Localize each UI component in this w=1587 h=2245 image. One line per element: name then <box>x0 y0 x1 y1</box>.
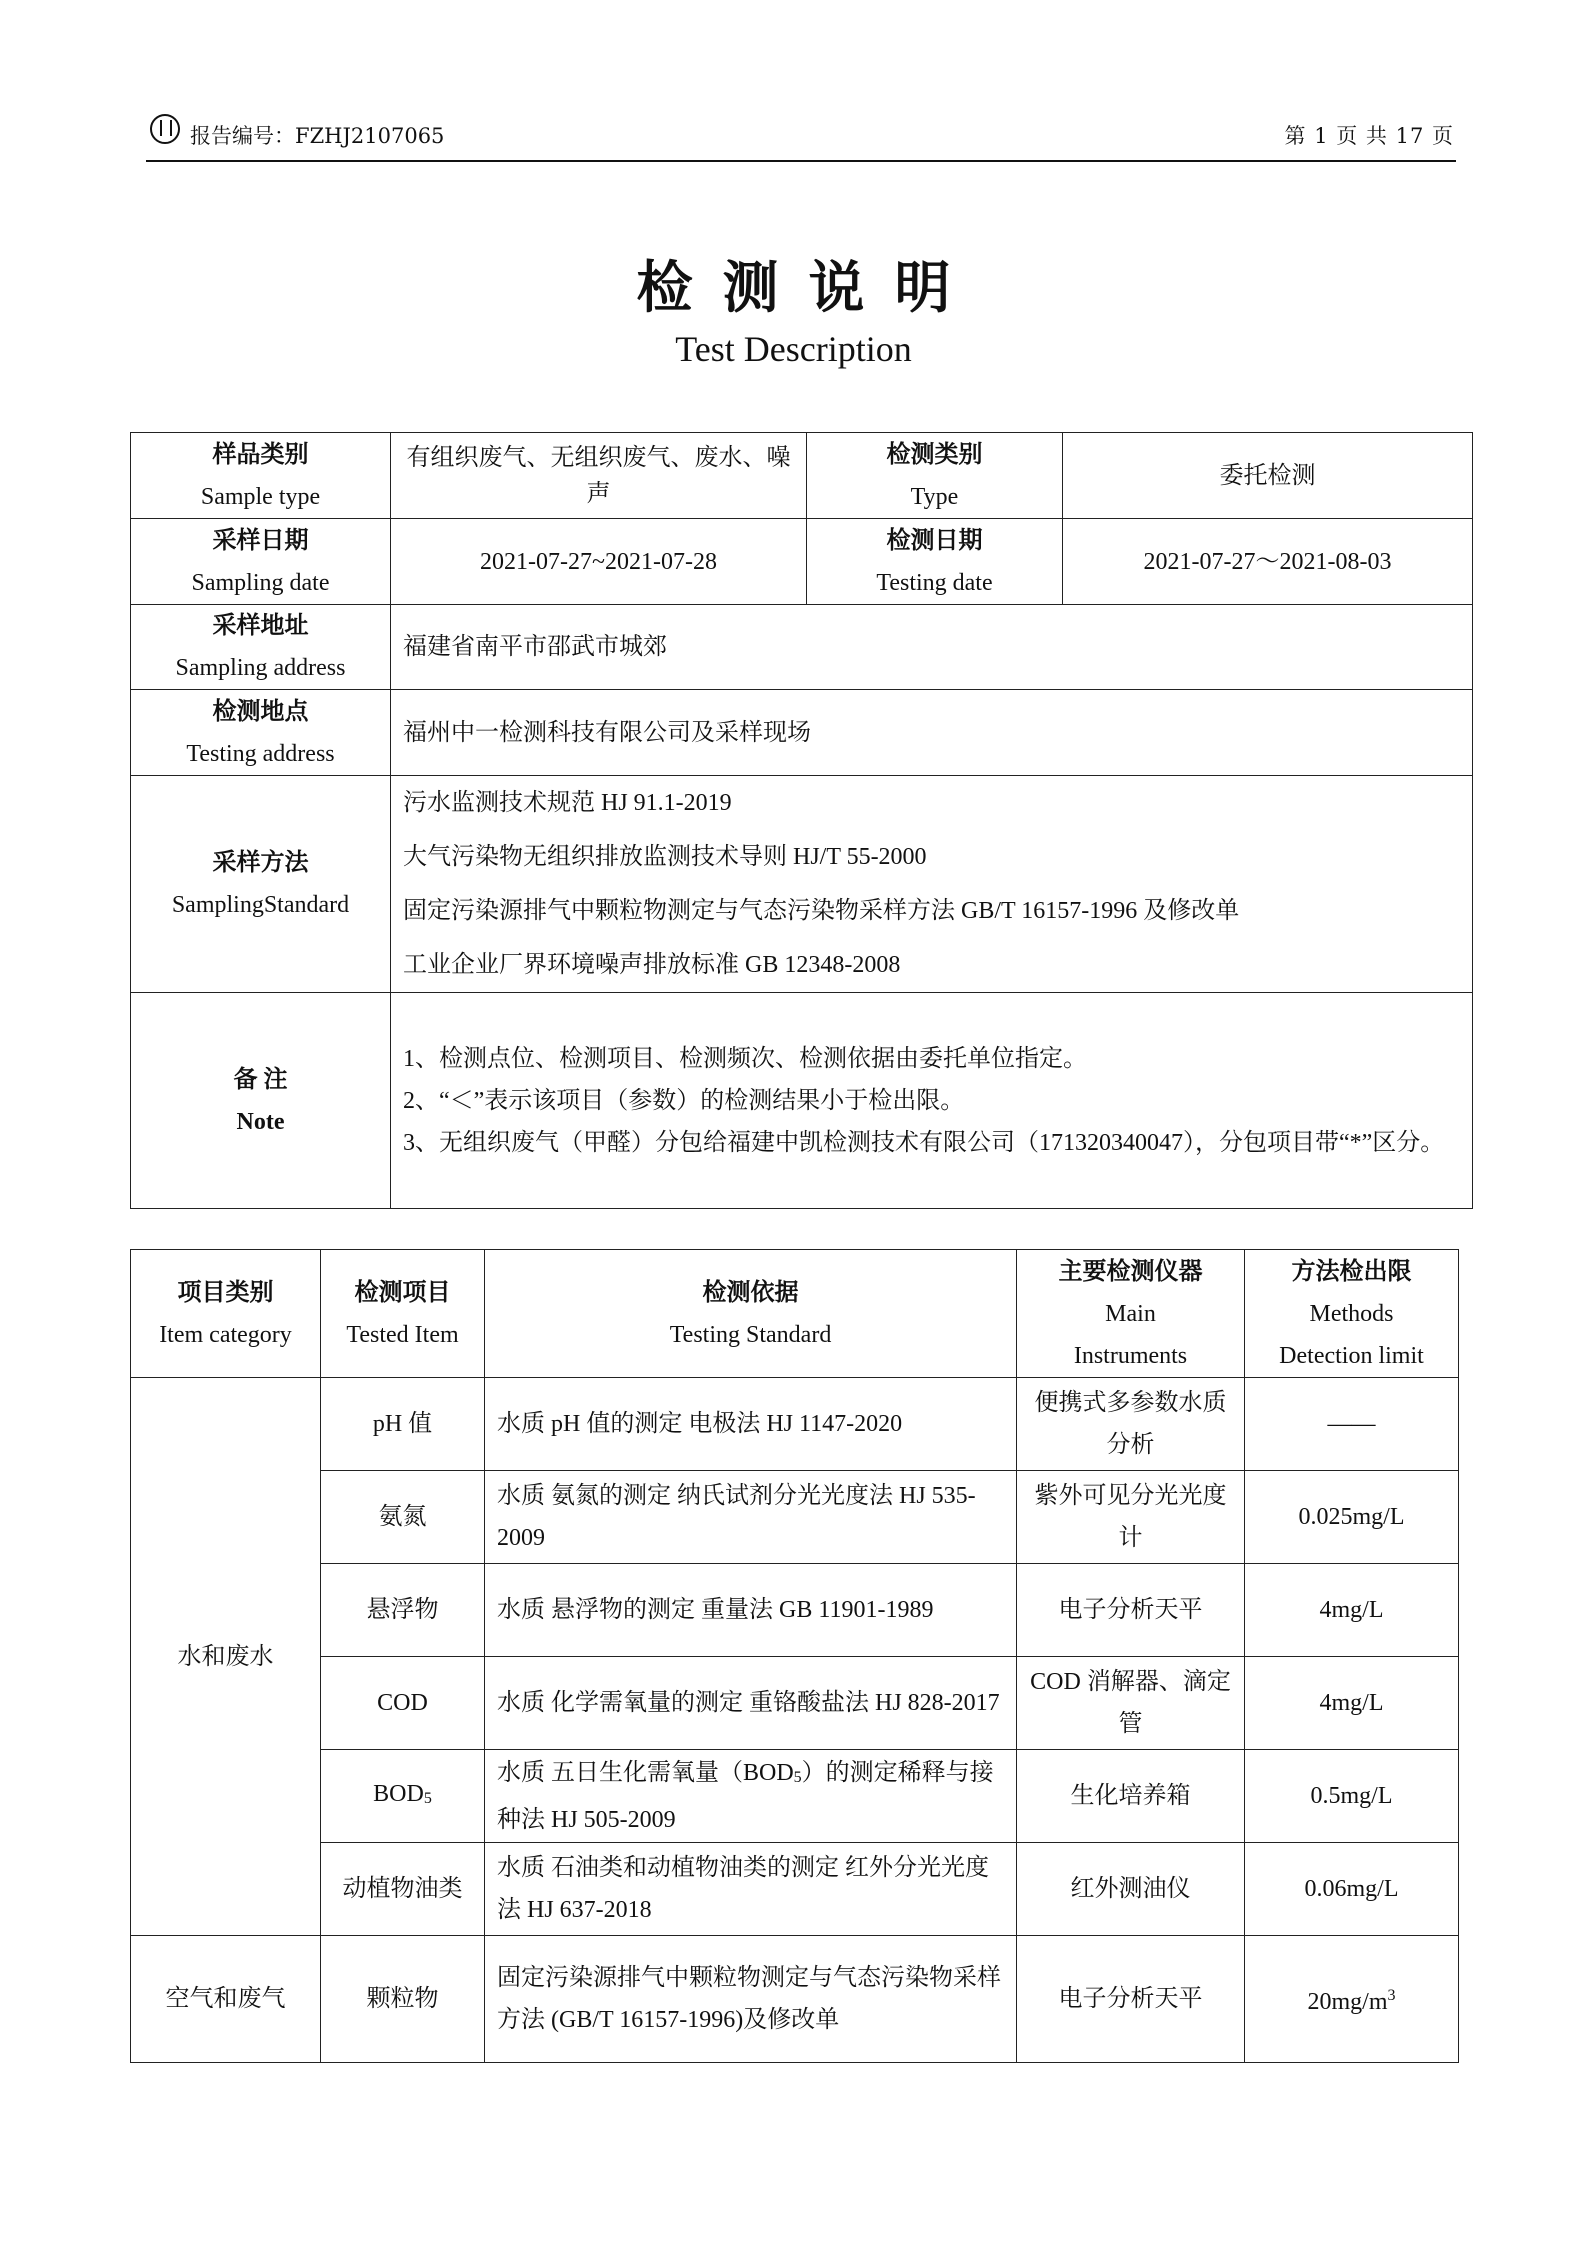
item-cell: COD <box>321 1657 485 1750</box>
header-limit: 方法检出限 Methods Detection limit <box>1245 1250 1459 1378</box>
note-label: 备 注 Note <box>131 993 391 1209</box>
standard-cell: 水质 pH 值的测定 电极法 HJ 1147-2020 <box>485 1378 1017 1471</box>
standard-cell: 水质 石油类和动植物油类的测定 红外分光光度法 HJ 637-2018 <box>485 1843 1017 1936</box>
table-row <box>131 1378 1459 1471</box>
type-label: 检测类别 Type <box>807 433 1063 519</box>
limit-cell: 4mg/L <box>1245 1564 1459 1657</box>
testing-address-value: 福州中一检测科技有限公司及采样现场 <box>391 690 1473 776</box>
standard-cell: 水质 五日生化需氧量（BOD5）的测定稀释与接种法 HJ 505-2009 <box>485 1750 1017 1843</box>
limit-cell: 0.025mg/L <box>1245 1471 1459 1564</box>
list-item: 大气污染物无组织排放监测技术导则 HJ/T 55-2000 <box>403 844 927 870</box>
instrument-cell: 电子分析天平 <box>1017 1936 1245 2063</box>
table-row <box>131 993 1473 1209</box>
table-row <box>131 1843 1459 1936</box>
info-table <box>130 432 1473 1209</box>
table-row <box>131 776 1473 993</box>
sampling-address-value: 福建省南平市邵武市城郊 <box>391 605 1473 690</box>
standard-cell: 水质 氨氮的测定 纳氏试剂分光光度法 HJ 535-2009 <box>485 1471 1017 1564</box>
company-logo <box>150 114 180 144</box>
table-row <box>131 605 1473 690</box>
title-english: Test Description <box>675 329 912 369</box>
sampling-address-label: 采样地址 Sampling address <box>131 605 391 690</box>
testing-date-label: 检测日期 Testing date <box>807 519 1063 605</box>
list-item: 污水监测技术规范 HJ 91.1-2019 <box>403 790 732 816</box>
limit-cell: —— <box>1245 1378 1459 1471</box>
sampling-date-value: 2021-07-27~2021-07-28 <box>391 519 807 605</box>
standard-cell: 水质 悬浮物的测定 重量法 GB 11901-1989 <box>485 1564 1017 1657</box>
list-item: 工业企业厂界环境噪声排放标准 GB 12348-2008 <box>403 952 901 978</box>
instrument-cell: COD 消解器、滴定管 <box>1017 1657 1245 1750</box>
list-item: 1、检测点位、检测项目、检测频次、检测依据由委托单位指定。 <box>403 1045 1087 1072</box>
instrument-cell: 电子分析天平 <box>1017 1564 1245 1657</box>
standard-cell: 固定污染源排气中颗粒物测定与气态污染物采样方法 (GB/T 16157-1996)及修改单 <box>485 1936 1017 2063</box>
table-row <box>131 690 1473 776</box>
instrument-cell: 生化培养箱 <box>1017 1750 1245 1843</box>
header-item: 检测项目 Tested Item <box>321 1250 485 1378</box>
list-item: 固定污染源排气中颗粒物测定与气态污染物采样方法 GB/T 16157-1996 及修改单 <box>403 898 1240 924</box>
note-list <box>391 993 1473 1209</box>
header-standard: 检测依据 Testing Standard <box>485 1250 1017 1378</box>
list-item: 2、“＜”表示该项目（参数）的检测结果小于检出限。 <box>403 1087 965 1114</box>
table-row <box>131 1657 1459 1750</box>
item-cell: 悬浮物 <box>321 1564 485 1657</box>
sample-type-value: 有组织废气、无组织废气、废水、噪声 <box>391 433 807 519</box>
limit-cell: $20mg/m^3$ <box>1245 1936 1459 2063</box>
table-row <box>131 1564 1459 1657</box>
type-value: 委托检测 <box>1063 433 1473 519</box>
report-number: 报告编号：FZHJ2107065 <box>190 124 445 148</box>
list-item: 3、无组织废气（甲醛）分包给福建中凯检测技术有限公司（171320340047），分包项目带“*”区分。 <box>403 1129 1445 1156</box>
page-count: 第 1 页 共 17 页 <box>1284 124 1454 148</box>
item-cell: 动植物油类 <box>321 1843 485 1936</box>
table-row <box>131 1750 1459 1843</box>
instrument-cell: 紫外可见分光光度计 <box>1017 1471 1245 1564</box>
sample-type-label: 样品类别 Sample type <box>131 433 391 519</box>
header-category: 项目类别 Item category <box>131 1250 321 1378</box>
limit-cell: 0.5mg/L <box>1245 1750 1459 1843</box>
page-header <box>146 112 1456 162</box>
testing-address-label: 检测地点 Testing address <box>131 690 391 776</box>
table-row <box>131 433 1473 519</box>
limit-cell: 0.06mg/L <box>1245 1843 1459 1936</box>
report-number-value: FZHJ2107065 <box>295 124 445 148</box>
limit-cell: 4mg/L <box>1245 1657 1459 1750</box>
item-cell: BOD5 <box>321 1750 485 1843</box>
title-chinese: 检测说明 <box>636 255 981 321</box>
header-instrument: 主要检测仪器 Main Instruments <box>1017 1250 1245 1378</box>
table-row <box>131 1936 1459 2063</box>
sampling-standard-list <box>391 776 1473 993</box>
testing-date-value: 2021-07-27～2021-08-03 <box>1063 519 1473 605</box>
item-cell: pH 值 <box>321 1378 485 1471</box>
item-cell: 颗粒物 <box>321 1936 485 2063</box>
methods-table <box>130 1249 1459 2063</box>
sampling-standard-label: 采样方法 SamplingStandard <box>131 776 391 993</box>
sampling-date-label: 采样日期 Sampling date <box>131 519 391 605</box>
category-air: 空气和废气 <box>131 1936 321 2063</box>
instrument-cell: 红外测油仪 <box>1017 1843 1245 1936</box>
instrument-cell: 便携式多参数水质分析 <box>1017 1378 1245 1471</box>
table-row <box>131 519 1473 605</box>
table-header-row <box>131 1250 1459 1378</box>
table-row <box>131 1471 1459 1564</box>
category-water: 水和废水 <box>131 1378 321 1936</box>
item-cell: 氨氮 <box>321 1471 485 1564</box>
standard-cell: 水质 化学需氧量的测定 重铬酸盐法 HJ 828-2017 <box>485 1657 1017 1750</box>
